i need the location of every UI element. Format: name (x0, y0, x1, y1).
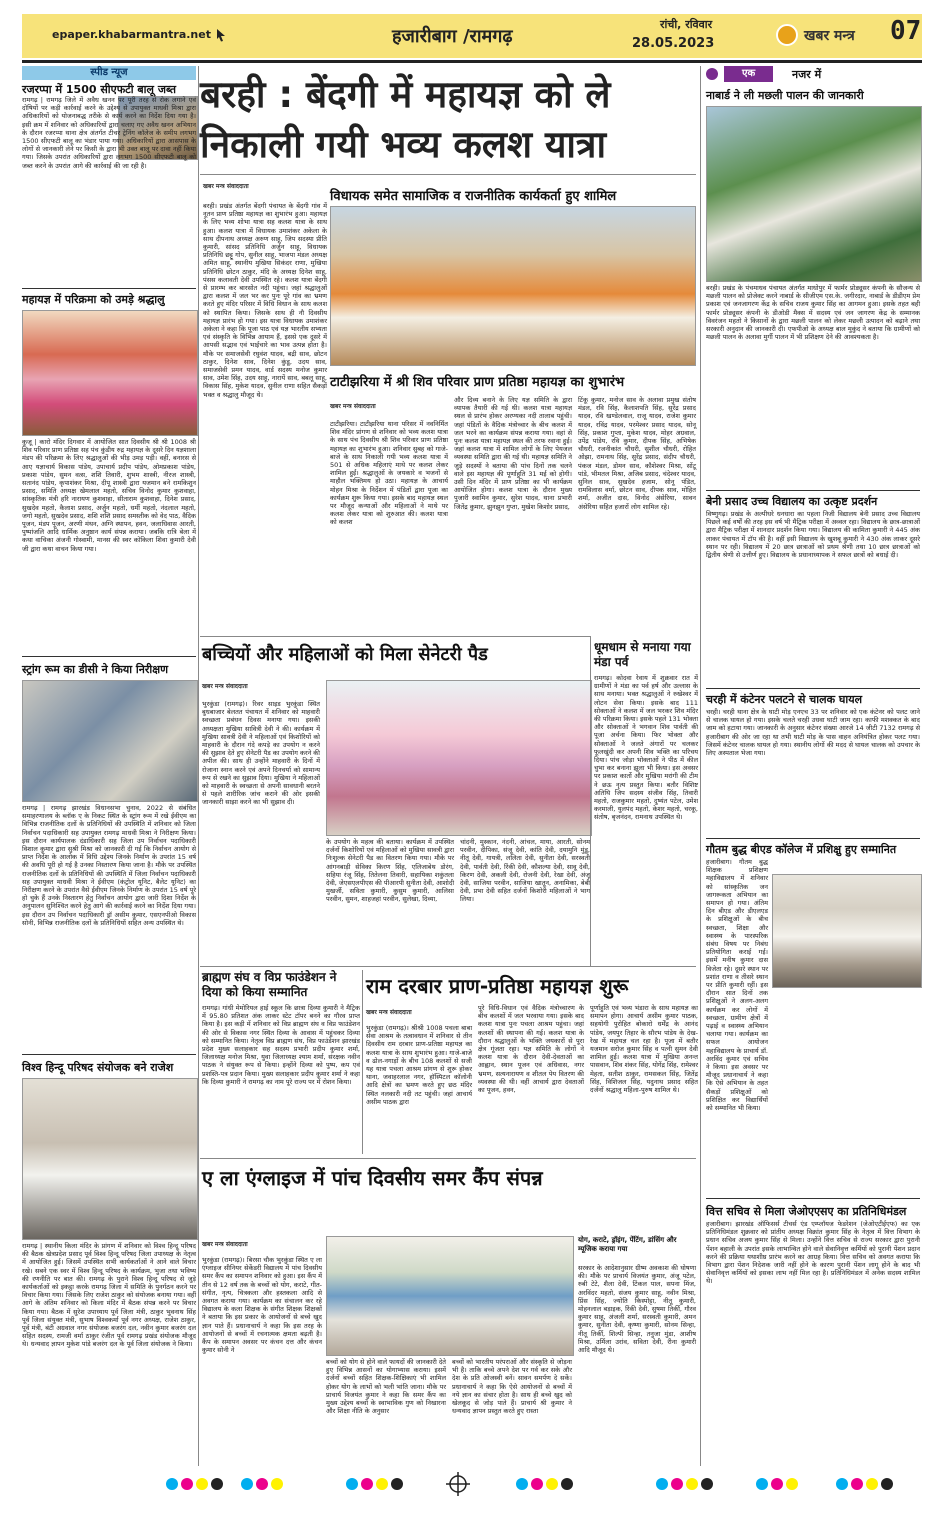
sanitary-col2: के उपयोग के महत्व की बताया। कार्यक्रम में उपस्थित दर्जनों किशोरियों एवं महिलाओं को मुखिया सावत्री द्वारा निःशुल्क सेनेटरी पैड का वितरण किया गया। मौके पर आंगनबाड़ी सेविका किरण सिंह, एलिजाबेथ डोरंग, सहिया रंजू सिंह, तितेलना तिवारी, सहायिका शकुंतला देवी, जेएसएलपीएस की पीआरपी सुनीता देवी, आशोदी मुखर्जी, सविता कुमारी, कुसुम कुमारी, आलिसा परवीन, सुमन, शाहजहां परवीन, सुलेखा, दिव्या, (326, 838, 454, 904)
brahman-headline: ब्राह्मण संघ व विप्र फाउंडेशन ने दिया को किया सम्मानित (202, 970, 337, 999)
ek-nazar-tag2: नजर में (792, 68, 822, 81)
right-story1-photo (706, 106, 922, 282)
camp-col3: बच्चों को भारतीय परंपराओं और संस्कृति से जोड़ना भी है। ताकि बच्चे अपने देश पर गर्व कर सके और देश के प्रति ओजस्वी बनें। सावन समर्पण दे सकें। प्रधानाचार्य ने कहा कि ऐसे आयोजनों से बच्चों में नये ज्ञान का संचार होता है। साथ ही बच्चे खुद को खेलकूद से जोड़ पाते हैं। प्राचार्य श्री कुमार ने धन्यवाद ज्ञापन प्रस्तुत करते हुए रास्ता (452, 1358, 572, 1416)
camp-col1: भुरकुंडा (रामगढ़)। बिरसा चौक भुरकुंडा स्थित ए ला एंग्लाइज सीनियर सेकेंडरी विद्यालय में पांच दिवसीय समर कैंप का समापन शनिवार को हुआ। इस कैंप में तीन से 12 वर्ष तक के बच्चों को योग, कराटे, गीत-संगीत, नृत्य, चित्रकला और हस्तकला आदि से अवगत कराया गया। कार्यक्रम का संचालन कर रहे विद्यालय के कला शिक्षक के संगीत शिक्षक शिक्षकों ने बताया कि इस प्रकार के आयोजनों से बच्चे खुद ज्ञान पाते हैं। प्रधानाचार्य ने कहा कि इस तरह के आयोजनों से बच्चों में रचनात्मक क्षमता बढ़ती है। कैंप के समापन अवसर पर कंचन दत्त और कंचन कुमार सोनी ने (202, 1256, 322, 1355)
sanitary-col3: चांदनी, मुस्कान, नंदनी, आंचल, माया, आरती, सोनम परवीन, दीपिका, संजू देवी, कांति देवी, दयामुनि मुंडू, नीतू देवी, गायत्री, ललिता देवी, सुनीता देवी, सरस्वती देवी, पार्वती देवी, रिंकी देवी, कौशल्या देवी, सावू देवी, किरण देवी, अकली देवी, रोजनी देवी, रेखा देवी, अंजू देवी, साजिया परवीन, साजिया खातून, अनामिका, बेबी देवी, प्रभा देवी सहित दर्जनों किशोरी महिलाओं ने भाग लिया। (460, 838, 590, 904)
right-divider (706, 688, 920, 689)
camp-col4: सरकार के आदेशानुसार ग्रीष्म अवकाश की घोषणा की। मौके पर प्राचार्य विजयंत कुमार, अंजू पटेल, रुबी टेटे, शैला देवी, टिंकल पाल, सपना मिंज, अरविंदर महतो, संजय कुमार साहू, नवीन मिश्रा, प्रिंस सिंह, ज्योति किस्पोट्टा, नीतू कुमारी, मोहनलाल बड़ाइक, रिंकी देवी, सुषमा तिर्की, गौरव कुमार साहू, अंजली शर्मा, सरस्वती कुमारी, अमन कुमार, सुनीता देवी, कृष्णा कुमारी, सोनम सिन्हा, नीतू तिर्की, शिल्पी सिन्हा, तनुजा मुंडा, आशीष मिश्रा, उर्मिला उरांव, सविता देवी, रीना कुमारी आदि मौजूद थे। (578, 1264, 696, 1355)
brand-name: खबर मन्त्र (804, 28, 855, 44)
right-story5-headline: वित्त सचिव से मिला जेओएएसए का प्रतिनिधिमंडल (706, 1205, 907, 1218)
main-byline: खबर मन्त्र संवाददाता (203, 183, 249, 190)
speed-story4-body: रामगढ़ | स्थानीय किला मंदिर के प्रांगण में शनिवार को विश्व हिन्दू परिषद की बैठक खेत्रप्रदेश प्रसाद पूर्व विश्व हिन्दू परिषद जिला उपाध्यक्ष के नेतृत्व में आयोजित हुई। जिसमें उपस्थित सभी कार्यकर्ताओं ने आने वाले विचार रखे। सबने एक स्वर में विश्व हिन्दू परिषद के कार्यक्रम, भुजा तथा भविष्य की रणनीति पर बात की। रामगढ़ के पुराने विश्व हिन्दू परिषद से जुड़े कार्यकर्ताओं को इकट्ठा करके रामगढ़ जिला में समिति के पुनर्गठन करने पर विचार किया गया। जिसके लिए राजेश ठाकुर को संयोजक बनाया गया। वहीं आगे के अंतिम शनिवार को किला मंदिर में बैठक संपन्न करने पर विचार किया गया। बैठक में सुरेश उपाध्याय पूर्व जिला मंत्री, ठाकुर भुवनाथ सिंह पूर्व जिला संयुक्त मंत्री, सुभाष विश्वकर्मा पूर्व नगर अध्यक्ष, राजेश ठाकुर, पूर्व मंत्री, बंटी अग्रवाल नगर संयोजक बजरंग दल, नवीन कुमार बजरंग दल सहित सदस्य, रामजी वर्मा ठाकुर रंजीत पूर्व रामगढ़ प्रखंड संयोजक मौजूद थे। धन्यवाद ज्ञापन मुकेश पांडे बजरंग दल के पूर्व जिला संयोजक ने किया। (22, 1242, 196, 1349)
camp-byline: खबर मन्त्र संवाददाता (202, 1241, 248, 1248)
camp-headline: ए ला एंग्लाइज में पांच दिवसीय समर कैंप संपन्न (202, 1166, 543, 1190)
issue-date: 28.05.2023 (632, 36, 715, 51)
main-headline (200, 70, 694, 170)
right-story3-body: चरही। चरही थाना क्षेत्र के घाटी मोड़ एनएच 33 पर शनिवार को एक कंटेनर को पलट जाने से चालक घायल हो गया। इसके चलते चरही उधवा घाटी जाम रहा। काफी मशक्कत के बाद जाम को हटाया गया। जानकारी के अनुसार कंटेनर संख्या आरजे 14 जीटी 7132 रामगढ़ से हजारीबाग की ओर जा रहा था तभी घाटी मोड़ के पास वाहन अनियंत्रित होकर पलट गया। जिसमें कंटेनर चालक घायल हो गया। स्थानीय लोगों की मदद से घायल चालक को उपचार के लिए अस्पताल भेजा गया। (706, 708, 920, 758)
ramdarbar-headline: राम दरबार प्राण-प्रतिष्ठा महायज्ञ शुरू (366, 974, 629, 998)
brand-logo-icon (776, 24, 798, 46)
right-story4-body-cont (706, 990, 920, 1092)
column-rule (700, 66, 701, 1466)
right-divider (706, 490, 920, 491)
sanitary-headline: बच्चियों और महिलाओं को मिला सेनेटरी पैड (202, 644, 488, 665)
speed-story3-body: रामगढ़ | रामगढ़ झारखंड विधानसभा चुनाव, 2022 से संबंधित समाहरणालय के ब्लॉक ए के निकट स्थित के स्ट्रांग रूम में रखे ईवीएम का विभिन्न राजनीतिक दलों के प्रतिनिधियों की उपस्थिति में शनिवार को जिला निर्वाचन पदाधिकारी सह उपायुक्त रामगढ़ माधवी मिश्रा ने निरीक्षण किया। इस दौरान कार्यपालक दंडाधिकारी सह जिला उप निर्वाचन पदाधिकारी विशाल कुमार द्वारा सुश्री मिश्रा को जानकारी दी गई कि निर्वाचन आयोग से प्राप्त निर्देश के आलोक में विधि उद्देश्य जिनके निर्माण के उपरांत 15 वर्ष की अवधि पूरी हो गई है उनका निस्तारण किया जाना है। मौके पर उपस्थित राजनीतिक दलों के प्रतिनिधियों की उपस्थिति में जिला निर्वाचन पदाधिकारी सह उपायुक्त माधवी मिश्रा ने ईवीएम (कंट्रोल यूनिट, बैलेट यूनिट) का निरीक्षण करने के उपरांत वैसे ईवीएम जिनके निर्माण के उपरांत 15 वर्ष पूरे हो चुके हैं उनके निस्तारण हेतु निर्वाचन आयोग द्वारा जारी दिशा निर्देश के अनुपालन सुनिश्चित करने हेतु आगे की कार्रवाई करने का निर्देश दिया गया। इस दौरान उप निर्वाचन पदाधिकारी ड्रॉ असीम कुमार, एसएनपीओ विकास सोनी, विभिन्न राजनीतिक दलों के प्रतिनिधियों सहित अन्य उपस्थित थे। (22, 804, 196, 927)
city-day: रांची, रविवार (660, 18, 713, 31)
main-photo-caption: विधायक समेत सामाजिक व राजनीतिक कार्यकर्ता हुए शामिल (330, 189, 617, 204)
speed-story2-headline: महायज्ञ में परिक्रमा को उमड़े श्रद्धालु (22, 293, 165, 306)
speed-story1-body: रामगढ़ | रामगढ़ जिले में अवैध खनन पर पूरी तरह से रोक लगाने एवं दोषियों पर कड़ी कार्रवाई करने के उद्देश्य से उपायुक्त माधवी मिश्रा द्वारा अधिकारियों को योजनाबद्ध तरीके से कार्य करने का निर्देश दिया गया है। इसी क्रम में शनिवार को अधिकारियों द्वारा चलाए गए अवैध खनन अभियान के दौरान रजरप्पा थाना क्षेत्र अंतर्गत टीचर ट्रेनिंग कॉलेज के समीप लगभग 1500 सीएफटी बालू का भंडार पाया गया। अधिकारियों द्वारा आसपास के लोगों से जानकारी लेने पर किसी के द्वारा भी उक्त बालू पर दावा नहीं किया गया। जिसके उपरांत अधिकारियों द्वारा लगभग 1500 सीएफटी बालू को जब्त करने के उपरांत आगे की कार्रवाई की जा रही है। (22, 96, 196, 170)
section-rule (200, 966, 696, 967)
tatijhariya-col2: और दिव्य बनाने के लिए यज्ञ समिति के द्वारा व्यापक तैयारी की गई थी। कलश यात्रा महायज्ञ स्थल से प्रारंभ होकर अरण्यका नदी तालाब पहुंची। जहां पंडितों के वैदिक मंत्रोच्चार के बीच कलश में जल भरने का कार्यक्रम संपन्न कराया गया। वहां से पुनः कलश यात्रा महायज्ञ स्थल की तरफ रवाना हुई। जहां कलश यात्रा में शामिल लोगों के लिए पेयजल व्यवस्था समिति द्वारा की गई थी। महायज्ञ समिति ने जुड़े सदस्यों ने बताया की पांच दिनों तक चलने वाले इस महायज्ञ की पूर्णाहुति 31 मई को होगी। उसी दिन मंदिर में प्राण प्रतिष्ठा का भी कार्यक्रम आयोजित होगा। कलश यात्रा के दौरान मुख्य पुजारी स्वामिन कुमार, सुरेश यादव, थाना प्रभारी जितेंद्र कुमार, झुनझुन गुप्ता, मुखेश किशोर प्रसाद, (454, 396, 573, 511)
camp-photo (326, 1236, 574, 1356)
tatijhariya-col1: टाटीझरिया। टाटीझरिया थाना परिसर में नवनिर्मित शिव मंदिर प्रांगण से शनिवार को भव्य कलश यात्रा के साथ पंच दिवसीय श्री शिव परिवार प्राण प्रतिष्ठा महायज्ञ का शुभारंभ हुआ। शनिवार सुबह को गाजे-बाजे के साथ निकाली गयी भव्य कलश यात्रा में 501 से अधिक महिलाएं माथे पर कलश लेकर शामिल हुईं। श्रद्धालुओं के जयकारे व भजनों से माहौल भक्तिमय हो उठा। महायज्ञ के आचार्य मोहन मिश्रा के निर्देशन में पंडितों द्वारा पूजा का कार्यक्रम शुरू किया गया। इसके बाद महायज्ञ स्थल पर मौजूद कन्याओं और महिलाओं ने माथे पर कलश लेकर यात्रा को शुरुआत की। कलश यात्रा को कलश (330, 420, 448, 527)
right-story4-photo (772, 874, 922, 988)
registration-marks-icon (22, 1472, 922, 1496)
speed-news-tab: स्पीड न्यूज (22, 66, 196, 80)
right-story1-body: बरही। प्रखंड के पंचमाधव पंचायत अंतर्गत माधोपुर में फार्मर प्रोड्यूसर कंपनी के सौजन्य से मछली पालन को प्रोजेक्ट करने नाबार्ड के सीजीएम एस.के. जगीरदार, नाबार्ड के डीडीएम प्रेम प्रकाश एवं जनजागरण केंद्र के सचिव राजय कुमार सिंह का आगमन हुआ। इसके तहत बही फार्मर प्रोड्यूसर कंपनी के डीओडी मैक्स में सदस्य एवं जन जागरण केंद्र के सम्मानक विवरंजन महतो ने किसानों के द्वारा मछली पालन को लेकर मछली उत्पादन को बढ़ाने तथा सरकारी अनुदान की जानकारी दी। एफपीओ के अध्यक्ष बाल मुकुंद ने बताया कि ग्रामीणों को मछली पालन के अलावा मुर्गी पालन में भी प्रशिक्षण देने की आवश्यकता है। (706, 284, 920, 342)
tatijhariya-byline: खबर मन्त्र संवाददाता (330, 403, 376, 410)
camp-col2: बच्चों को योग से होने वाले फायदों की जानकारी देते हुए विभिन्न आसनों का योगाभ्यास कराया। इसमें दर्जनों बच्चों सहित शिक्षक-शिक्षिकाएं भी शामिल होकर योग के लाभों को भली भांति जाना। मौके पर प्राचार्य विजयंत कुमार ने कहा कि समर कैंप का मुख्य उद्देश्य बच्चों के स्वाभाविक गुण को निखारना और शिक्षा नीति के अनुसार (326, 1358, 446, 1416)
column-rule (198, 66, 199, 1466)
ramdarbar-byline: खबर मन्त्र संवाददाता (366, 1009, 412, 1016)
left-divider (22, 1054, 196, 1055)
ek-nazar-dot-icon (706, 68, 718, 80)
ek-nazar-tag (706, 66, 918, 82)
ek-nazar-tag1: एक (724, 66, 773, 82)
main-headline-line2: निकाली गयी भव्य कलश यात्रा (200, 123, 607, 166)
page-number: 07 (890, 16, 922, 46)
column-rule (590, 636, 591, 966)
right-story2-body: विष्णुगढ़। प्रखंड के अल्पीधरे धनधारा का पहला निजी विद्यालय बेनी प्रसाद उच्च विद्यालय पिछले कई वर्षों की तरह इस वर्ष भी मैट्रिक परीक्षा में अव्वल रहा। विद्यालय के छात्र-छात्राओं द्वारा मैट्रिक परीक्षा में शानदार प्रदर्शन किया गया। विद्यालय की कामिता कुमारी ने 445 अंक लाकर पंचायत में टॉप की है। वहीं इसी विद्यालय के खुशबू कुमारी ने 430 अंक लाकर दूसरे स्थान पर रही। विद्यालय में 20 छात्र छात्राओं को प्रथम श्रेणी तथा 10 छात्र छात्राओं को द्वितीय श्रेणी से उत्तीर्ण हुए। विद्यालय के प्रधानाध्यापक ने सफल छात्रों को बधाई दी। (706, 510, 920, 560)
left-divider (22, 656, 196, 657)
print-registration-strip (22, 1472, 922, 1496)
speed-story4-headline: विश्व हिन्दू परिषद संयोजक बने राजेश (22, 1061, 174, 1074)
section-rule (200, 1158, 696, 1159)
right-divider (706, 838, 920, 839)
speed-story3-photo (22, 680, 198, 802)
headline-rule (200, 174, 696, 175)
ramdarbar-col2: पूरे विधि-विधान एवं वैदिक मंत्रोच्चारण के बीच कलशों में जल भरवाया गया। इसके बाद कलश यात्रा पुनः पचला आश्रम पहुंचा। जहां कलशों की स्थापना की गई। कलश यात्रा के दौरान श्रद्धालुओं के भक्ति जयकारों से पूरा क्षेत्र गूंजता रहा। यज्ञ समिति के लोगों ने कलश यात्रा के दौरान देवी-देवताओं का आह्वान, स्थान पूजन एवं अधिवास, नगर भ्रमण, सत्यनारायण व शीतल पेय वितरण की व्यवस्था की थी। वहीं आचार्य द्वारा देवताओं का पूजन, हवन, (478, 1004, 584, 1095)
right-divider (706, 1198, 920, 1199)
speed-story2-body: कुजू | कारो मंदिर दिगवार में आयोजित सात दिवसीय श्री श्री 1008 श्री शिव परिवार प्राण प्रतिष्ठा सह पंच कुंडीय रुद्र महायज्ञ के दूसरे दिन यज्ञशाला मंडप की परिक्रमा के लिए श्रद्धालुओं की भीड़ उमड़ पड़ी। वहीं, बनारस से आए यज्ञाचार्य विकास पांडेय, उपाचार्य प्रदीप पांडेय, ओमप्रकाश पांडेय, प्रकाश पांडेय, सुमन वत्स, शशि तिवारी, शुभम शास्त्री, नीरज शास्त्री, सतानंद पांडेय, कृपाशंकर मिश्रा, दीपू शास्त्री द्वारा यजमान बने रामकिशुन प्रसाद, समिति अध्यक्ष खेमलाल महतो, सचिव विनोद कुमार कुशवाहा, सांस्कृतिक मंत्री हरि नारायण कुशवाहा, सीताराम कुशवाहा, दिनेश प्रसाद, सुखदेव महतो, कैलाश प्रसाद, अर्जुन महतो, धर्मी महतो, नंदलाल महतो, जगो महतो, सुखदेव प्रसाद, शशि शशि प्रसाद समस्तीक को वेद पाठ, वैदिक पूजन, मंडप पूजन, अरणी मंथन, अग्नि स्थापन, हवन, जलाधिवास आरती, पुष्पांजलि आदि धार्मिक अनुष्ठान कार्य संपन्न कराया। जबकि रात्रि बेला में कथा वाचिका अंजनी गोस्वामी, मानस की स्वर कोकिला शिवा कुमारी देवी जी द्वारा कथा वाचन किया गया। (22, 438, 196, 553)
site-url[interactable]: epaper.khabarmantra.net (52, 28, 211, 41)
sanitary-col1: भुरकुंडा (रामगढ़)। रिवर साइड भुरकुंडा स्थित बुधबाजार बेलतत पंचायत में शनिवार को माहवारी स्वच्छता प्रबंधन दिवस मनाया गया। इसकी अध्यक्षता मुखिया सावित्री देवी ने की। कार्यक्रम में मुखिया सावत्री देवी ने महिलाओं एवं किशोरियों को माहवारी के दौरान गंदे कपड़े का उपयोग न करने की सुझाव देते हुए सेनेटरी पैड का उपयोग करने की अपील की। साथ ही उन्होंने माहवारी के दिनों में रोजाना स्नान करने एवं अपने दिनचर्या को सामान्य रूप से रखने का सुझाव दिया। मुखिया ने महिलाओं को माहवारी के स्वच्छता से अपनी सावधानी बरतने से पहले शारीरिक जांच कराने की ओर इसकी जानकारी साझा करने का भी सुझाव दी। (202, 700, 320, 807)
tatijhariya-col3: टिंकू कुमार, मनोज साव के अलावा प्रमुख संतोष मंडल, रवि सिंह, कैलाशपति सिंह, सुरेंद्र प्रसाद यादव, रवि खण्डेलवाल, राजू यादव, राजेश कुमार यादव, रविंद्र यादव, परमेश्वर प्रसाद यादव, सोनू सिंह, प्रकाश गुप्ता, मुकेश यादव, मोहर अग्रवाल, उपेंद्र पांडेय, रवि कुमार, दीपक सिंह, अभिषेक चौधरी, रजनीकांत चौधरी, सुशील चौधरी, रोहित ओझा, रामनाथ सिंह, सुरेंद्र प्रसाद, संदीप चौधरी, पंकज मंडल, डोमन साव, कौशेश्वर मिश्रा, सोंटू पांडे, भीमतल मिश्रा, अजिब प्रसाद, चंदेश्वर यादव, सुनिल साव, सुखदेव हजाम, सोनू पंडित, रामविलास वर्मा, छोटन साव, दीपक साव, मोहित शर्मा, अजीत दास, विनोद अंसेरिया, सावन अंसेरिया सहित हजारों लोग शामिल रहे। (578, 396, 696, 511)
sanitary-byline: खबर मन्त्र संवाददाता (202, 683, 248, 690)
header-rule (22, 60, 922, 63)
brahman-body: रामगढ़। गांधी मेमोरियल हाई स्कूल कि छात्रा दिव्या कुमारी ने मैट्रिक में 95.80 प्रतिशत अंक लाकर स्टेट टॉपर बनने का गौरव प्राप्त किया है। इस कड़ी में शनिवार को विप्र ब्राह्मण संघ व विप्र फाउंडेशन की ओर से विकास नगर स्थित दिव्या के आवास में पहुंचकर दिव्या को सम्मानित किया। नेतृत्व विप्र ब्राह्मण संघ, विप्र फाउंडेशन झारखंड प्रदेश मुख्य सलाहकार सह सदस्य प्रभारी प्रदीप कुमार शर्मा, जिलाध्यक्ष मनोज मिश्रा, युवा जिलाध्यक्ष श्याम शर्मा, संरक्षक नवीन पाठक ने संयुक्त रूप से किया। इन्होंने दिव्या को पुष्प, कप एवं प्रशस्ति-पत्र प्रदान किया। मुख्य सलाहकार प्रदीप कुमार शर्मा ने कहा कि दिव्या कुमारी ने रामगढ़ का नाम पूरे राज्य पर में रोशन किया। (202, 1004, 360, 1086)
speed-story4-photo (22, 1078, 198, 1240)
mandaparv-headline: धूमधाम से मनाया गया मंडा पर्व (594, 640, 691, 669)
ramdarbar-col3: पूर्णाहुति एवं भव्य भंडारा के साथ महायज्ञ का समापन होगा। आचार्य असीम कुमार पाठक, सहयोगी पुरोहित बोकारो धर्मेंद्र के आनंद पांडेय, जयपुर तिहार के सौरभ पांडेय के देख-रेख में महायज्ञ चल रहा है। पूजा में बतौर यजमान सरोज कुमार सिंह व पत्नी सुमन देवी शामिल हुईं। कलश यात्रा में मुखिया अनन्त पासवान, शिव शंकर सिंह, योगेंद्र सिंह, रामेश्वर मेहता, सतीश ठाकुर, रामसकल सिंह, जितेंद्र सिंह, विशिजल सिंह, यदुनाथ प्रसाद सहित दर्जनों श्रद्धालु महिला-पुरुष शामिल थे। (590, 1004, 698, 1095)
pointer-icon (214, 28, 228, 42)
sanitary-photo (326, 680, 592, 836)
column-rule (362, 970, 363, 1154)
right-story5-body: हजारीबाग। झारखंड ऑफिसर्स टीचर्स एंड एम्प्लॉयज फेडरेशन (जेओएटीईएफ) का एक प्रतिनिधिमंडल शुक्रवार को प्रांतीय अध्यक्ष विक्रांत कुमार सिंह के नेतृत्व में वित्त विभाग के प्रधान सचिव अजय कुमार सिंह से मिला। उन्होंने वित्त सचिव से राज्य सरकार द्वारा पुरानी पेंशन बहाली के उपरांत इसके लाभान्वित होने वाले सेवानिवृत्त कर्मियों को पुरानी पेंशन प्रदान करने की प्रक्रिया यथाशीघ्र प्रारंभ करने का आग्रह किया। वित्त सचिव को अवगत कराया कि विभाग द्वारा पेंशन निदेशक जारी नहीं होने के कारण पुरानी पेंशन लागू होने के बाद भी सेवानिवृत्त कर्मियों को इसका लाभ नहीं मिल रहा है। प्रतिनिधिमंडल में अनेक सदस्य शामिल थे। (706, 1220, 920, 1286)
ramdarbar-col1: भुरकुंडा (रामगढ़)। श्रीश्री 1008 पचला बाबा सेवा आश्रम के तत्वावधान में शनिवार से तीन दिवसीय राम दरबार प्राण-प्रतिष्ठा महायज्ञ का कलश यात्रा के साथ शुभारंभ हुआ। गाजे-बाजे व ढोल-नगाड़ों के बीच 108 कलशों से सजी यह यात्रा पचला आश्रम प्रांगण से शुरू होकर थाना, जवाहरलाल नगर, हॉस्पिटल कॉलोनी आदि क्षेत्रों का भ्रमण करते हुए छठ मंदिर स्थित नलकारी नदी तट पहुंची। जहां आचार्य असीम पाठक द्वारा (366, 1024, 472, 1106)
section-rule (200, 636, 590, 637)
main-photo-kalash-yatra (330, 206, 696, 366)
right-story1-headline: नाबार्ड ने ली मछली पालन की जानकारी (706, 89, 864, 102)
mandaparv-body: रामगढ़। कोदवा रेवाय में शुक्रवार रात में ग्रामीणों ने मंडा का पर्व हर्ष और उल्लास के साथ मनाया। भक्त श्रद्धालुओं ने रुखेश्वर में लोटन सेवा किया। इसके बाद 111 सोक्ताओं ने कलश में जल भरकर शिव मंदिर की परिक्रमा किया। इसके पहले 131 भोक्ता और सोक्ताओं ने भगवान शिव पार्वती की पूजा अर्चना किया। फिर भोक्ता और सोक्ताओं ने जलते अंगारों पर चलकर फूलखुंदी कर अपनी शिव भक्ति का परिचय दिया। पांच जोड़ा भोक्ताओं ने पीठ में कील चुभा कर बनाना झूला भी किया। इस अवसर पर प्रकाश कार्तो और मुखिया मरांगी की टीम ने छऊ नृत्य प्रस्तुत किया। बतौर विशिष्ट अतिथि जिप सदस्य संजीव सिंह, तिवारी महतो, राजकुमार महतो, दुष्यंत पटेल, उमेश करमाली, युलपंद महतो, केशर महतो, चरकू, संतोष, बृजनंदन, रामनाथ उपस्थित थे। (594, 674, 698, 822)
main-headline-line1: बरही : बेंदगी में महायज्ञ को ले (200, 73, 611, 116)
speed-story2-photo (22, 310, 198, 436)
speed-story3-headline: स्ट्रांग रूम का डीसी ने किया निरीक्षण (22, 663, 169, 676)
right-story3-headline: चरही में कंटेनर पलटने से चालक घायल (706, 693, 863, 706)
main-body: बरही। प्रखंड अंतर्गत बेंदगी पंचायत के बेंदगी गांव में नूतन प्राण प्रतिष्ठा महायज्ञ का शुभारंभ हुआ। महायज्ञ के लिए भव्य शोभा यात्रा सह कलश यात्रा के साथ हुआ। कलश यात्रा में विधायक उमाशंकर अकेला के साथ दीपनाथ अध्यक्ष अरुण साहू, जिप सदस्या प्रीति कुमारी, सांसद प्रतिनिधि अर्जुन साहू, विधायक प्रतिनिधि छट्टू गोप, सुनील साहू, भाजपा मंडल अध्यक्ष अमित साहू, स्थानीय मुखिया सिकंदर राणा, मुखिया प्रतिनिधि छोटन ठाकुर, मंदि के अध्यक्ष दिनेश साहू, पंसस कलावती देवी उपस्थित रहे। कलश यात्रा बेंदगी से प्रारम्भ कर बारसोत नदी पहुंचा। जहां श्रद्धालुओं द्वारा कलश में जल भर कर पुनः पूरे गांव का भ्रमण करते हुए मंदिर परिसर में विधि विधान के साथ कलश को स्थापित किया। जिसके साथ ही नौ दिवसीय महायज्ञ प्रारंभ हो गया। इस यात्रा विधायक उमाशंकर अकेला ने कहा कि पूजा पाठ एवं यज्ञ भारतीय सभ्यता एवं संस्कृति के विभिन्न आयाम हैं, इससे एक दूसरे में आपसी सद्भाव एवं भाईचारे का भाव उत्पन्न होता है। मौके पर समाजसेवी रघुवंश यादव, बद्री साव, छोटन ठाकुर, दिनेश साव, दिनेश कुंडू, उदय साव, समाजसेवी प्रमन यादव, वार्ड सदस्य मनोज कुमार साव, उमेश सिंह, उदय साहू, नारायें साव, बबलू साहू, विकास सिंह, मुकेश यादव, सुनील राणा सहित सैकड़ों भक्त व श्रद्धालु मौजूद थे। (203, 202, 327, 399)
right-story4-headline: गौतम बुद्ध बीएड कॉलेज में प्रशिक्षु हुए सम्मानित (706, 843, 897, 856)
tatijhariya-headline: टाटीझरिया में श्री शिव परिवार प्राण प्रतिष्ठा महायज्ञ का शुभारंभ (330, 375, 625, 390)
camp-photo-caption: योग, कराटे, ड्रॉइंग, पेंटिंग, डांसिंग और म्यूजिक कराया गया (578, 1236, 677, 1253)
right-story2-headline: बेनी प्रसाद उच्च विद्यालय का उत्कृष्ट प्रदर्शन (706, 495, 878, 508)
edition-title: हजारीबाग /रामगढ़ (392, 26, 513, 47)
right-story4-body: हजारीबाग। गौतम बुद्ध शिक्षक प्रशिक्षण महाविद्यालय में शनिवार को सांस्कृतिक जन जागरूकता अभियान का समापन हो गया। अंतिम दिन बीएड और डीएलएड के प्रशिक्षुओं के बीच स्वच्छता, शिक्षा और स्वास्थ्य के पारस्परिक संबंध विषय पर निबंध प्रतियोगिता कराई गई। इसमें मनीष कुमार दास विजेता रहे। दूसरे स्थान पर प्रशांत राणा व तीसरे स्थान पर प्रीति कुमारी रहीं। इस दौरान सात दिनों तक प्रशिक्षुओं ने अलग-अलग कार्यक्रम कर लोगों में स्वच्छता, ग्रामीण क्षेत्रों में पढ़ाई व स्वास्थ्य अभियान चलाया गया। कार्यक्रम का सफल आयोजन महाविद्यालय के प्राचार्य डॉ. अरविंद कुमार एवं सचिव ने किया। इस अवसर पर मौजूद प्रधानाचार्य ने कहा कि ऐसे अभियान के तहत सैकड़ों प्रशिक्षुओं को प्रशिक्षित कर विद्यार्थियों को सम्मानित भी किया। (706, 858, 768, 1113)
speed-story1-headline: रजरप्पा में 1500 सीएफटी बालू जब्त (22, 83, 177, 96)
left-divider (22, 288, 196, 289)
